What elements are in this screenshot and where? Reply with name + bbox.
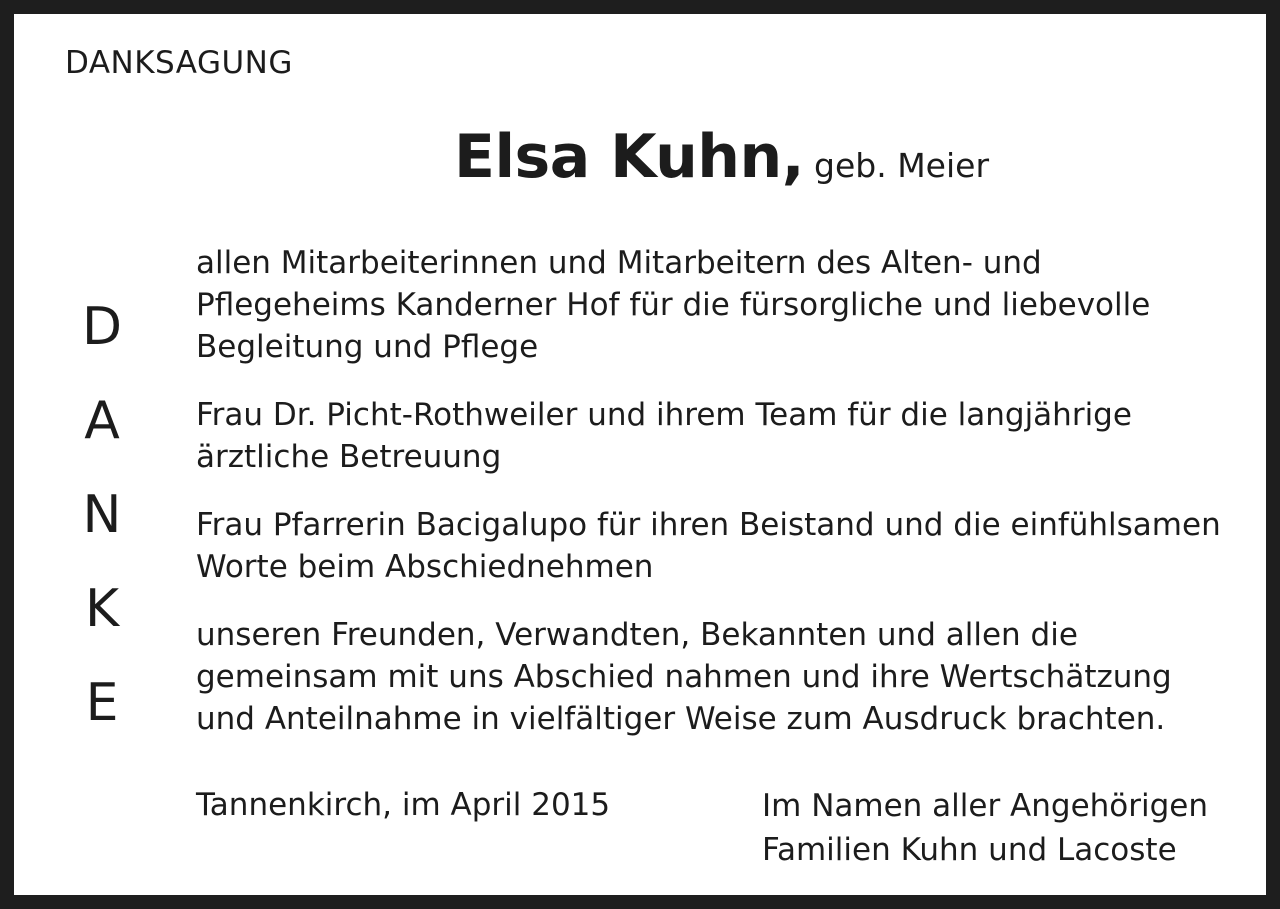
paragraph-line: gemeinsam mit uns Abschied nahmen und ihre Wertschätzung	[196, 659, 1172, 695]
signature-line: Familien Kuhn und Lacoste	[762, 832, 1177, 868]
danke-vertical-word	[76, 280, 128, 750]
signature-block	[762, 784, 1208, 872]
obituary-notice	[14, 14, 1266, 895]
thanks-paragraph-pastor	[196, 504, 1221, 588]
paragraph-line: Worte beim Abschiednehmen	[196, 549, 654, 585]
danke-letter: A	[84, 391, 120, 451]
paragraph-line: und Anteilnahme in vielfältiger Weise zum Ausdruck brachten.	[196, 701, 1166, 737]
thanks-paragraph-friends	[196, 614, 1172, 740]
paragraph-line: Frau Dr. Picht-Rothweiler und ihrem Team für die langjährige	[196, 397, 1132, 433]
paragraph-line: ärztliche Betreuung	[196, 439, 502, 475]
place-and-date: Tannenkirch, im April 2015	[196, 787, 611, 823]
danke-letter: D	[81, 297, 123, 357]
thanks-paragraph-care-home	[196, 242, 1150, 368]
danke-letter: E	[85, 673, 119, 733]
paragraph-line: unseren Freunden, Verwandten, Bekannten und allen die	[196, 617, 1078, 653]
paragraph-line: Begleitung und Pflege	[196, 329, 539, 365]
paragraph-line: Pflegeheims Kanderner Hof für die fürsorgliche und liebevolle	[196, 287, 1151, 323]
paragraph-line: allen Mitarbeiterinnen und Mitarbeitern des Alten- und	[196, 245, 1042, 281]
danke-letter: K	[84, 579, 120, 639]
danke-letter: N	[82, 485, 122, 545]
maiden-name: geb. Meier	[814, 146, 990, 185]
thanks-paragraph-doctor	[196, 394, 1132, 478]
signature-line: Im Namen aller Angehörigen	[762, 788, 1209, 824]
notice-heading: DANKSAGUNG	[65, 45, 293, 81]
deceased-name-line	[454, 122, 989, 207]
deceased-name: Elsa Kuhn,	[454, 122, 805, 192]
paragraph-line: Frau Pfarrerin Bacigalupo für ihren Beistand und die einfühlsamen	[196, 507, 1221, 543]
